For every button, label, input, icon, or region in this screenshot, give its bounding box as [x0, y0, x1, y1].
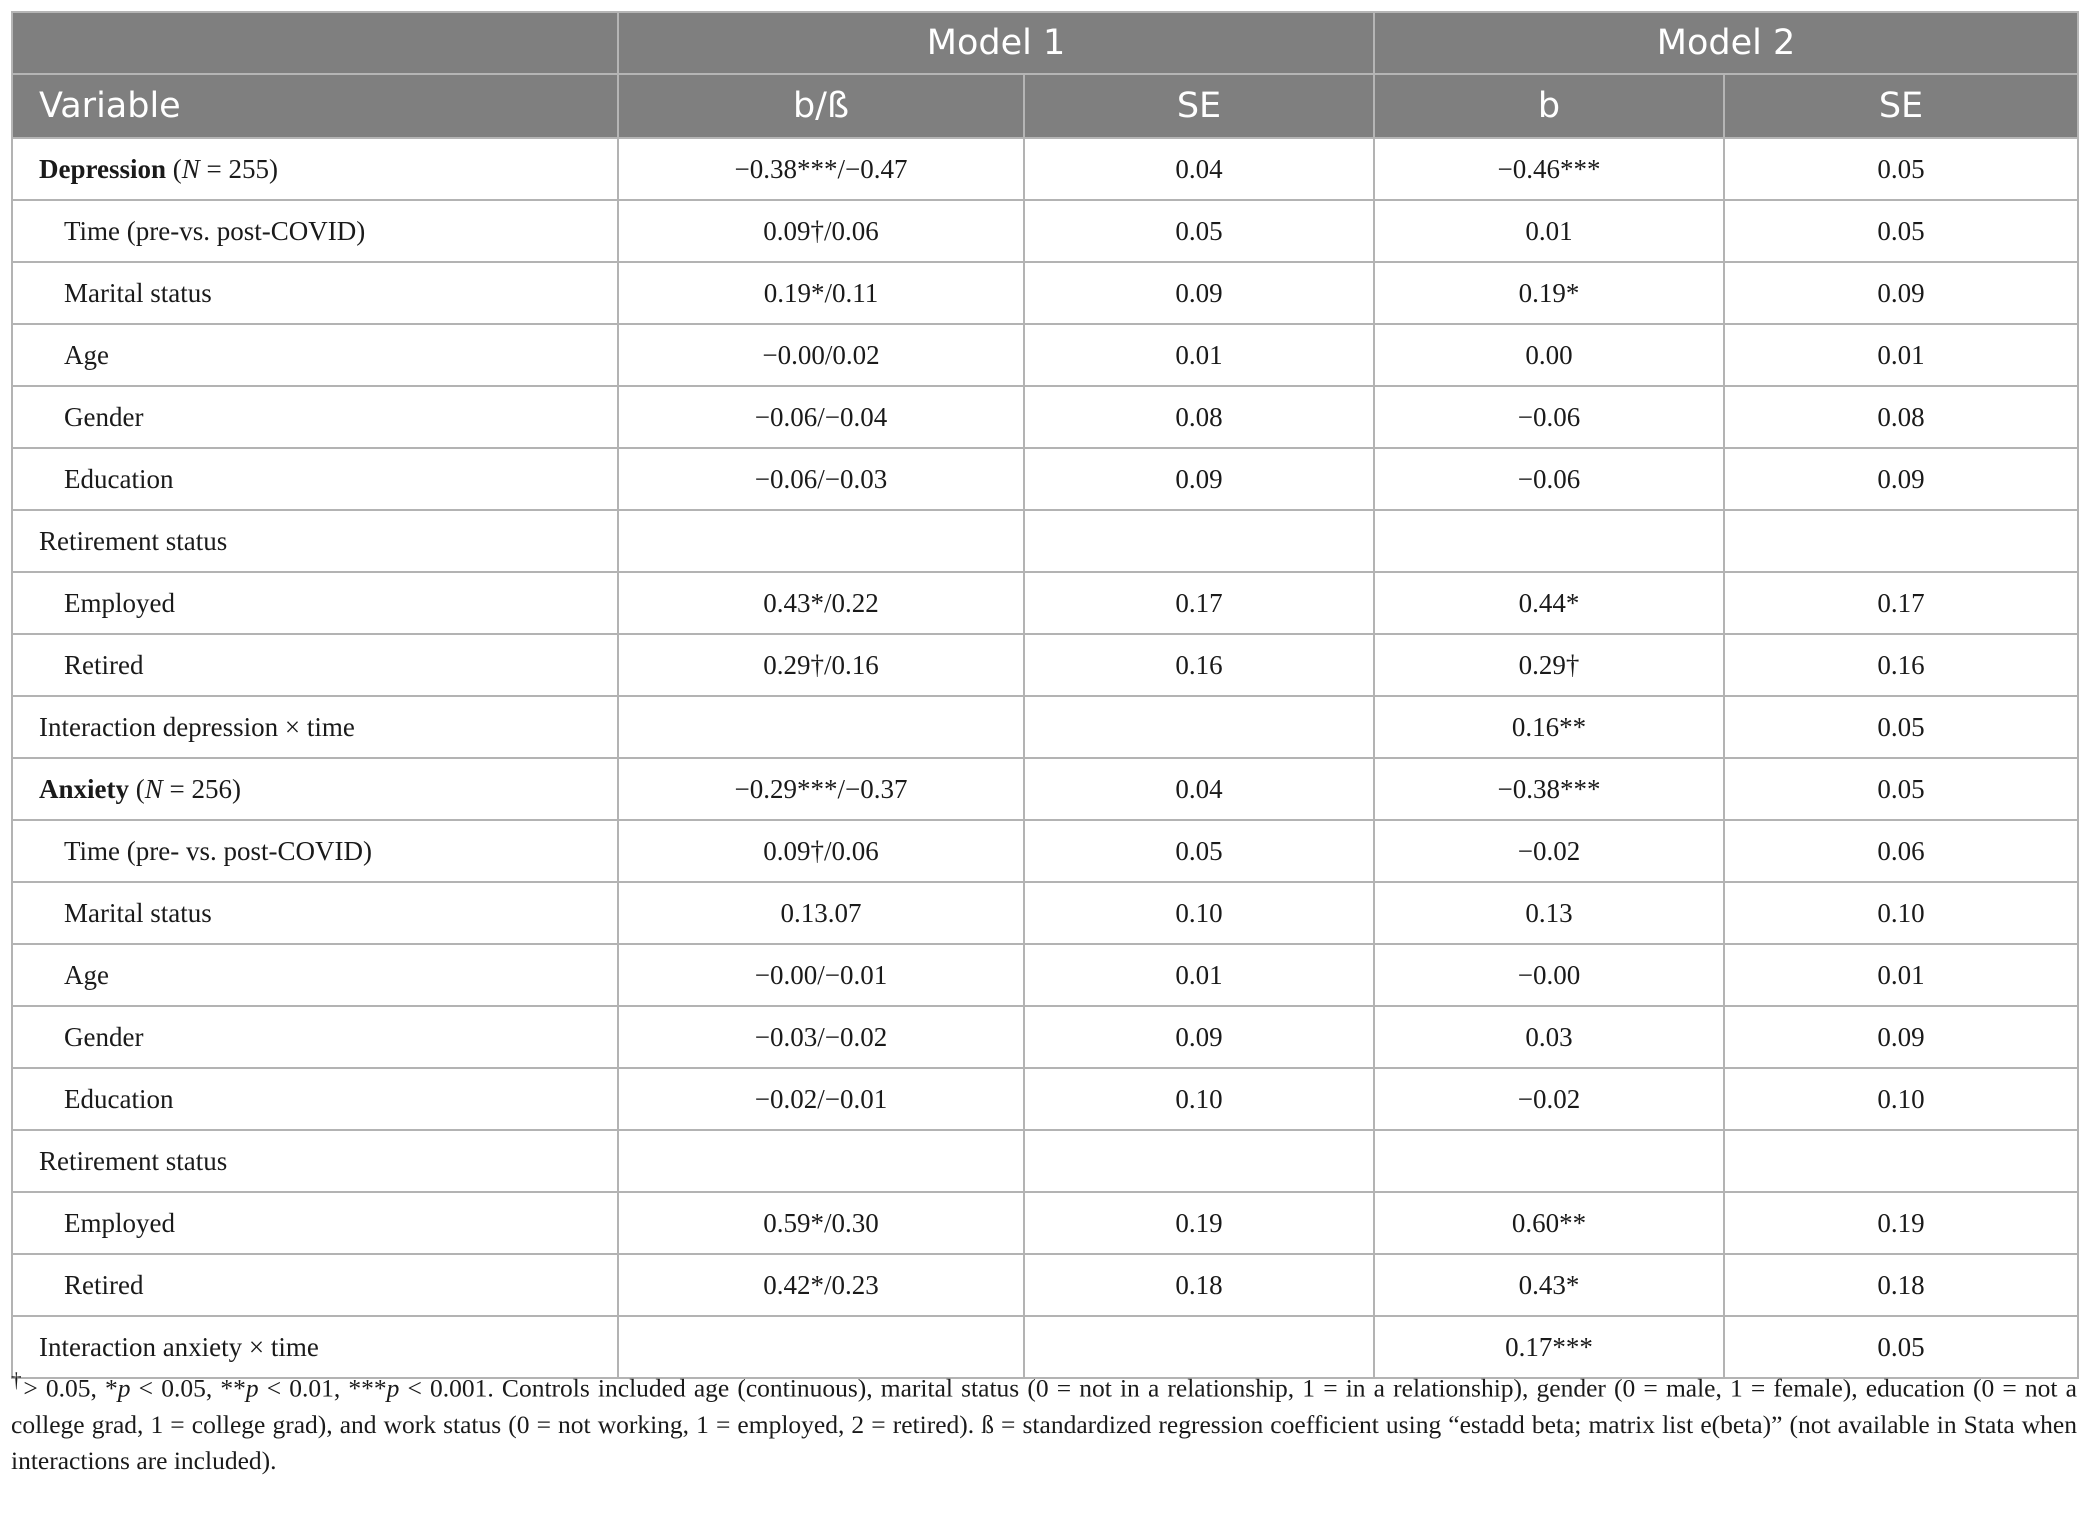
- n-value: = 255): [199, 153, 278, 184]
- cell-m1-se: 0.16: [1024, 634, 1374, 696]
- cell-m1-se: 0.09: [1024, 448, 1374, 510]
- cell-m2-coef: 0.43*: [1374, 1254, 1724, 1316]
- header-model2: Model 2: [1374, 12, 2078, 74]
- section-name: Depression: [39, 153, 167, 184]
- section-name: Anxiety: [39, 773, 129, 804]
- cell-m1-se: 0.10: [1024, 1068, 1374, 1130]
- n-value: = 256): [162, 773, 241, 804]
- cell-m2-coef: −0.00: [1374, 944, 1724, 1006]
- table-row: [12, 386, 2078, 448]
- cell-m2-coef: 0.60**: [1374, 1192, 1724, 1254]
- cell-m1-coef: −0.06/−0.03: [618, 448, 1024, 510]
- table-footnote: [11, 1362, 2077, 1479]
- header-blank-cell: [12, 12, 618, 74]
- cell-m1-se: 0.09: [1024, 262, 1374, 324]
- n-label: N: [144, 773, 163, 804]
- cell-m1-se: [1024, 510, 1374, 572]
- cell-m2-coef: 0.01: [1374, 200, 1724, 262]
- cell-m1-coef: −0.29***/−0.37: [618, 758, 1024, 820]
- cell-m2-se: 0.08: [1724, 386, 2078, 448]
- cell-m1-coef: −0.00/−0.01: [618, 944, 1024, 1006]
- cell-m1-se: 0.08: [1024, 386, 1374, 448]
- row-label: Gender: [12, 386, 618, 448]
- table-row: [12, 882, 2078, 944]
- cell-m1-coef: −0.06/−0.04: [618, 386, 1024, 448]
- cell-m1-se: 0.05: [1024, 200, 1374, 262]
- n-label: N: [181, 153, 200, 184]
- footnote-part3: < 0.01, ***: [258, 1373, 387, 1403]
- table-row: [12, 944, 2078, 1006]
- cell-m2-se: 0.09: [1724, 448, 2078, 510]
- row-label: Education: [12, 1068, 618, 1130]
- cell-m1-coef: 0.59*/0.30: [618, 1192, 1024, 1254]
- cell-m2-se: 0.18: [1724, 1254, 2078, 1316]
- cell-m2-coef: 0.16**: [1374, 696, 1724, 758]
- cell-m2-coef: 0.03: [1374, 1006, 1724, 1068]
- row-label: Age: [12, 324, 618, 386]
- cell-m1-se: [1024, 696, 1374, 758]
- cell-m2-coef: −0.02: [1374, 820, 1724, 882]
- header-m1-se: SE: [1024, 74, 1374, 138]
- footnote-part4: < 0.001. Controls included age (continuous), marital status (0 = not in a relationship, 1 = in a relationship), gender (0 = male, 1 = female), education (0 = not a college grad, 1 = college grad), and work status (0 = not working, 1 = employed, 2 = retired). ß = standardized regression coefficient using “estadd beta; matrix list e(beta)” (not available in Stata when interactions are included).: [11, 1373, 2077, 1475]
- row-label: Marital status: [12, 262, 618, 324]
- cell-m2-coef: 0.29†: [1374, 634, 1724, 696]
- cell-m1-se: 0.01: [1024, 944, 1374, 1006]
- header-model1: Model 1: [618, 12, 1374, 74]
- table-row: [12, 1254, 2078, 1316]
- row-label: Age: [12, 944, 618, 1006]
- cell-m1-se: 0.10: [1024, 882, 1374, 944]
- table-row: [12, 1006, 2078, 1068]
- cell-m2-se: [1724, 510, 2078, 572]
- cell-m1-coef: −0.02/−0.01: [618, 1068, 1024, 1130]
- dagger-mark: †: [11, 1368, 24, 1392]
- cell-m2-coef: [1374, 1130, 1724, 1192]
- cell-m1-se: 0.18: [1024, 1254, 1374, 1316]
- section-row-anxiety: [12, 758, 2078, 820]
- row-label: Education: [12, 448, 618, 510]
- table-row: [12, 820, 2078, 882]
- cell-m2-se: 0.19: [1724, 1192, 2078, 1254]
- cell-m2-coef: −0.46***: [1374, 138, 1724, 200]
- cell-m2-se: 0.01: [1724, 944, 2078, 1006]
- n-open: (: [166, 153, 182, 184]
- cell-m1-se: 0.01: [1024, 324, 1374, 386]
- cell-m2-coef: [1374, 510, 1724, 572]
- cell-m1-coef: 0.43*/0.22: [618, 572, 1024, 634]
- p-symbol: p: [386, 1373, 400, 1403]
- cell-m2-se: 0.09: [1724, 1006, 2078, 1068]
- cell-m1-coef: −0.38***/−0.47: [618, 138, 1024, 200]
- header-m1-coef: b/ß: [618, 74, 1024, 138]
- table-body: [12, 138, 2078, 1378]
- table-row: [12, 1192, 2078, 1254]
- row-label: Retired: [12, 634, 618, 696]
- row-label: Retired: [12, 1254, 618, 1316]
- row-label: Time (pre-vs. post-COVID): [12, 200, 618, 262]
- footnote-part1: > 0.05, *: [23, 1373, 118, 1403]
- cell-m2-se: 0.10: [1724, 882, 2078, 944]
- cell-m1-coef: [618, 510, 1024, 572]
- cell-m2-se: 0.05: [1724, 1316, 2078, 1378]
- row-label: Interaction anxiety × time: [12, 1316, 618, 1378]
- cell-m2-se: 0.05: [1724, 200, 2078, 262]
- regression-table: [11, 11, 2079, 1379]
- header-m2-se: SE: [1724, 74, 2078, 138]
- section-label-depression: [12, 138, 618, 200]
- cell-m2-coef: 0.17***: [1374, 1316, 1724, 1378]
- cell-m1-coef: 0.09†/0.06: [618, 200, 1024, 262]
- cell-m2-se: 0.05: [1724, 696, 2078, 758]
- cell-m2-se: 0.01: [1724, 324, 2078, 386]
- cell-m1-coef: −0.00/0.02: [618, 324, 1024, 386]
- cell-m2-se: 0.17: [1724, 572, 2078, 634]
- row-label: Interaction depression × time: [12, 696, 618, 758]
- row-label: Employed: [12, 572, 618, 634]
- regression-table-container: [11, 11, 2077, 1379]
- cell-m1-coef: 0.09†/0.06: [618, 820, 1024, 882]
- cell-m1-coef: [618, 696, 1024, 758]
- header-row-models: [12, 12, 2078, 74]
- cell-m2-se: 0.05: [1724, 138, 2078, 200]
- cell-m1-se: 0.05: [1024, 820, 1374, 882]
- cell-m2-coef: 0.19*: [1374, 262, 1724, 324]
- cell-m1-se: 0.19: [1024, 1192, 1374, 1254]
- row-label: Marital status: [12, 882, 618, 944]
- cell-m2-coef: −0.06: [1374, 448, 1724, 510]
- cell-m2-coef: 0.44*: [1374, 572, 1724, 634]
- cell-m2-coef: −0.06: [1374, 386, 1724, 448]
- table-row: [12, 634, 2078, 696]
- cell-m2-coef: −0.38***: [1374, 758, 1724, 820]
- table-row: [12, 262, 2078, 324]
- cell-m1-coef: 0.29†/0.16: [618, 634, 1024, 696]
- row-label: Employed: [12, 1192, 618, 1254]
- cell-m1-coef: 0.13.07: [618, 882, 1024, 944]
- table-row: [12, 324, 2078, 386]
- cell-m2-se: 0.10: [1724, 1068, 2078, 1130]
- row-label: Gender: [12, 1006, 618, 1068]
- p-symbol: p: [245, 1373, 259, 1403]
- table-row: [12, 200, 2078, 262]
- header-variable: Variable: [12, 74, 618, 138]
- header-row-columns: [12, 74, 2078, 138]
- footnote-part2: < 0.05, **: [130, 1373, 246, 1403]
- section-row-depression: [12, 138, 2078, 200]
- table-row: [12, 696, 2078, 758]
- cell-m1-coef: −0.03/−0.02: [618, 1006, 1024, 1068]
- p-symbol: p: [117, 1373, 131, 1403]
- cell-m1-se: [1024, 1130, 1374, 1192]
- header-m2-coef: b: [1374, 74, 1724, 138]
- table-row: [12, 448, 2078, 510]
- row-label: Time (pre- vs. post-COVID): [12, 820, 618, 882]
- row-label: Retirement status: [12, 510, 618, 572]
- cell-m2-se: 0.09: [1724, 262, 2078, 324]
- table-row: [12, 510, 2078, 572]
- cell-m2-se: 0.16: [1724, 634, 2078, 696]
- cell-m2-coef: −0.02: [1374, 1068, 1724, 1130]
- cell-m1-se: 0.09: [1024, 1006, 1374, 1068]
- cell-m2-coef: 0.00: [1374, 324, 1724, 386]
- cell-m1-coef: [618, 1130, 1024, 1192]
- cell-m1-coef: 0.19*/0.11: [618, 262, 1024, 324]
- section-label-anxiety: [12, 758, 618, 820]
- cell-m1-se: 0.17: [1024, 572, 1374, 634]
- cell-m2-coef: 0.13: [1374, 882, 1724, 944]
- n-open: (: [129, 773, 145, 804]
- table-row: [12, 572, 2078, 634]
- table-row: [12, 1130, 2078, 1192]
- cell-m1-se: 0.04: [1024, 758, 1374, 820]
- row-label: Retirement status: [12, 1130, 618, 1192]
- table-row: [12, 1068, 2078, 1130]
- cell-m2-se: 0.06: [1724, 820, 2078, 882]
- table-header: [12, 12, 2078, 138]
- cell-m2-se: [1724, 1130, 2078, 1192]
- cell-m1-se: 0.04: [1024, 138, 1374, 200]
- cell-m2-se: 0.05: [1724, 758, 2078, 820]
- cell-m1-coef: 0.42*/0.23: [618, 1254, 1024, 1316]
